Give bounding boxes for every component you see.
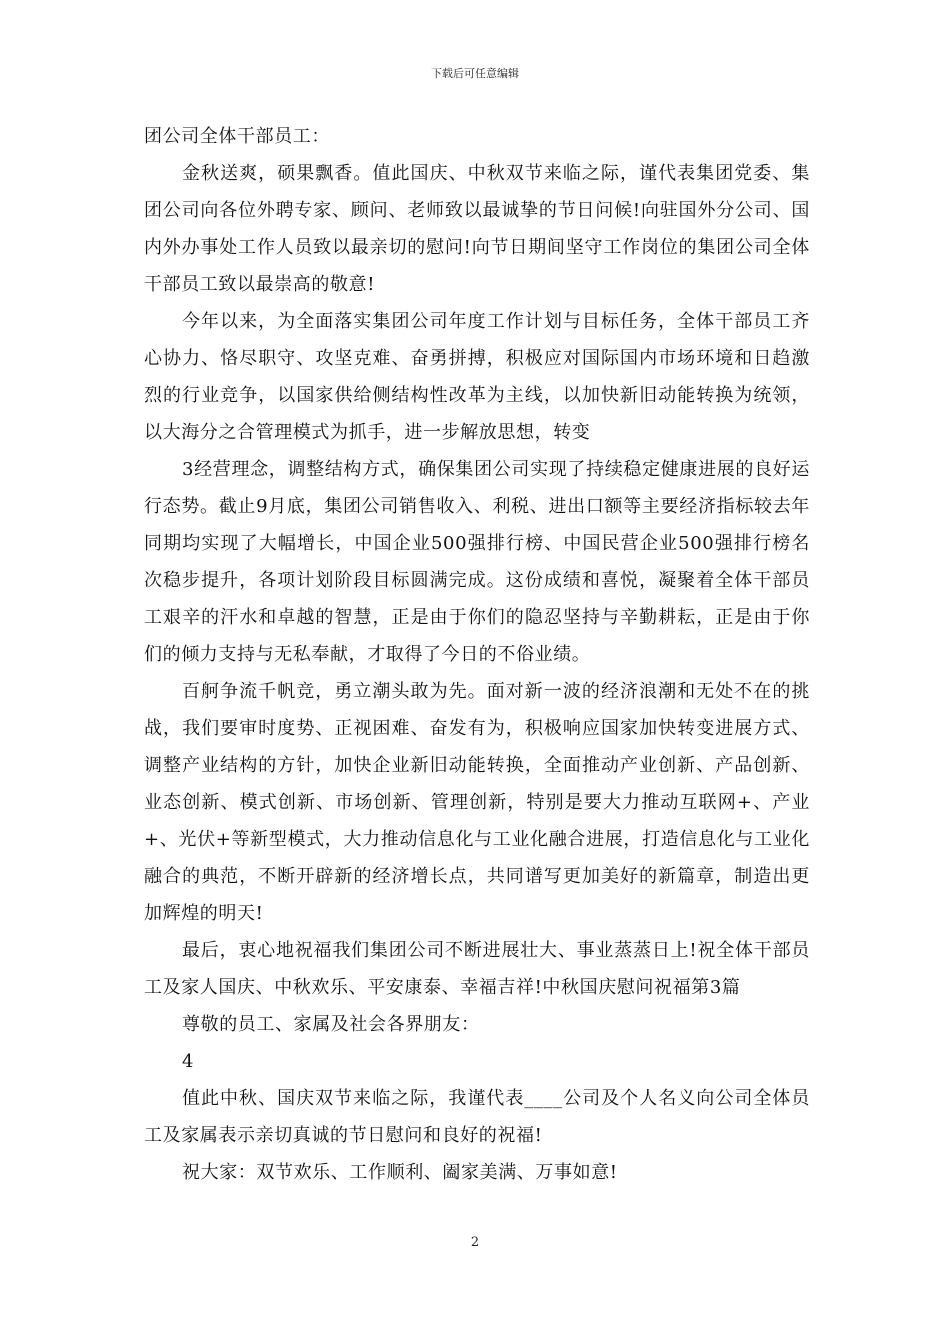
paragraph-holiday-greetings: 金秋送爽，硕果飘香。值此国庆、中秋双节来临之际，谨代表集团党委、集团公司向各位外聘专家、顾问、老师致以最诚挚的节日问候!向驻国外分公司、国内外办事处工作人员致以最亲切的慰问!向节日期间坚守工作岗位的集团公司全体干部员工致以最崇高的敬意! bbox=[144, 163, 810, 295]
paragraph-achievements: 3经营理念，调整结构方式，确保集团公司实现了持续稳定健康进展的良好运行态势。截止9月底，集团公司销售收入、利税、进出口额等主要经济指标较去年同期均实现了大幅增长，中国企业500强排行榜、中国民营企业500强排行榜名次稳步提升，各项计划阶段目标圆满完成。这份成绩和喜悦，凝聚着全体干部员工艰辛的汗水和卓越的智慧，正是由于你们的隐忍坚持与辛勤耕耘，正是由于你们的倾力支持与无私奉献，才取得了今日的不俗业绩。 bbox=[144, 459, 810, 665]
page-marker: 4 bbox=[182, 1051, 195, 1072]
salutation: 尊敬的员工、家属及社会各界朋友： bbox=[182, 1014, 480, 1035]
greeting-continuation: 团公司全体干部员工： bbox=[144, 126, 330, 147]
page-number: 2 bbox=[470, 1235, 480, 1250]
paragraph-final-wishes: 祝大家：双节欢乐、工作顺利、阖家美满、万事如意! bbox=[182, 1162, 618, 1183]
paragraph-company-greeting: 值此中秋、国庆双节来临之际，我谨代表____公司及个人名义向公司全体员工及家属表示亲切真诚的节日慰问和良好的祝福! bbox=[144, 1088, 810, 1146]
page-header: 下载后可任意编辑 bbox=[431, 67, 519, 80]
paragraph-closing-wishes: 最后，衷心地祝福我们集团公司不断进展壮大、事业蒸蒸日上!祝全体干部员工及家人国庆、中秋欢乐、平安康泰、幸福吉祥!中秋国庆慰问祝福第3篇 bbox=[144, 940, 810, 998]
paragraph-year-review: 今年以来，为全面落实集团公司年度工作计划与目标任务，全体干部员工齐心协力、恪尽职守、攻坚克难、奋勇拼搏，积极应对国际国内市场环境和日趋激烈的行业竞争，以国家供给侧结构性改革为主线，以加快新旧动能转换为统领，以大海分之合管理模式为抓手，进一步解放思想，转变 bbox=[144, 311, 810, 443]
paragraph-outlook: 百舸争流千帆竞，勇立潮头敢为先。面对新一波的经济浪潮和无处不在的挑战，我们要审时度势、正视困难、奋发有为，积极响应国家加快转变进展方式、调整产业结构的方针，加快企业新旧动能转换，全面推动产业创新、产品创新、业态创新、模式创新、市场创新、管理创新，特别是要大力推动互联网+、产业+、光伏+等新型模式，大力推动信息化与工业化融合进展，打造信息化与工业化融合的典范，不断开辟新的经济增长点，共同谱写更加美好的新篇章，制造出更加辉煌的明天! bbox=[144, 681, 810, 924]
document-body bbox=[144, 118, 810, 1191]
